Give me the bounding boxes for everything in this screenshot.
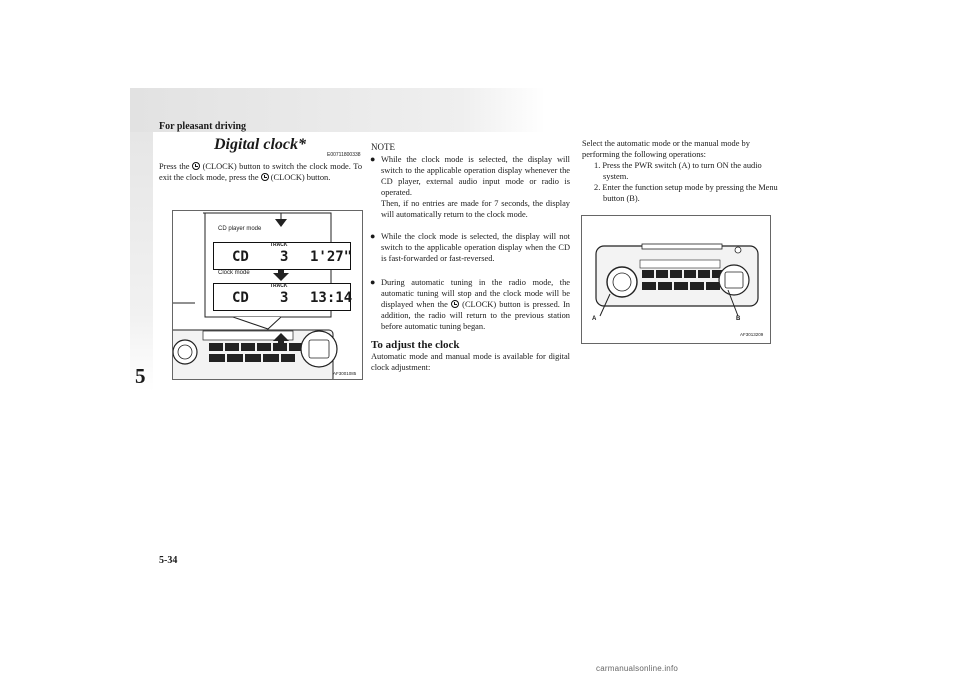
figure-display-modes [172,210,363,380]
chapter-tab [130,132,153,392]
intro-text-1: Press the [159,162,190,171]
chapter-number: 5 [135,364,146,388]
lcd-source: CD [232,249,249,265]
label-b: B [736,316,741,322]
bullet-icon: ● [370,231,376,241]
bullet-icon: ● [370,277,376,287]
step-item: 1. Press the PWR switch (A) to turn ON the audio system. [594,161,762,181]
note-text: While the clock mode is selected, the display will not switch to the applicable operation display when the CD is fast-forwarded or fast-reversed. [381,232,570,263]
lcd-cd-player [213,242,351,270]
intro-paragraph [159,161,362,183]
clock-icon [261,173,269,181]
label-a: A [592,316,597,322]
cd-mode-label: CD player mode [218,226,262,232]
clock-icon [192,162,200,170]
lcd-track-label: TRACK [270,242,288,248]
note-item [381,198,570,220]
section-ref: E00711800338 [327,152,361,158]
lcd-track: 3 [280,290,289,306]
note-item [370,231,570,264]
figure-code: AF3001085 [333,371,357,376]
note-text: Then, if no entries are made for 7 seconds, the display will automatically return to the clock mode. [381,199,570,219]
clock-icon [451,300,459,308]
subsection-title: To adjust the clock [371,339,460,351]
step-item: 2. Enter the function setup mode by pressing the Menu button (B). [594,183,778,203]
right-intro: Select the automatic mode or the manual mode by performing the following operations: [582,139,750,159]
lcd-clock [213,283,351,311]
lcd-track-label: TRACK [270,283,288,289]
lcd-track: 3 [280,249,289,265]
note-item [370,277,570,332]
page-number: 5-34 [159,555,178,566]
lcd-source: CD [232,290,249,306]
figure-code: AF3013209 [740,332,764,337]
lcd-clock-time: 13:14 [310,290,353,306]
intro-text-3: (CLOCK) button. [270,173,331,182]
figure-audio-unit [581,215,771,344]
note-text: (CLOCK) button is pressed. In addition, the radio will return to the previous station before automatic tuning began. [381,300,570,331]
clock-mode-label: Clock mode [218,270,250,276]
watermark: carmanualsonline.info [596,664,679,673]
header-title: For pleasant driving [159,121,247,132]
note-text: During automatic tuning in the radio mode, the automatic tuning will stop and the clock mode will be displayed when the [381,278,570,309]
bullet-icon: ● [370,154,376,164]
audio-unit-illustration [582,216,770,343]
adjust-paragraph: Automatic mode and manual mode is available for digital clock adjustment: [371,352,570,372]
section-title: Digital clock* [214,136,306,153]
intro-text-2: (CLOCK) button to switch the clock mode. To exit the clock mode, press the [159,162,363,182]
lcd-time: 1'27" [310,249,353,265]
note-text: While the clock mode is selected, the display will switch to the applicable operation display whenever the CD player, external audio input mode or radio is operated. [381,155,570,197]
note-title: NOTE [371,142,395,152]
note-item [370,154,570,198]
